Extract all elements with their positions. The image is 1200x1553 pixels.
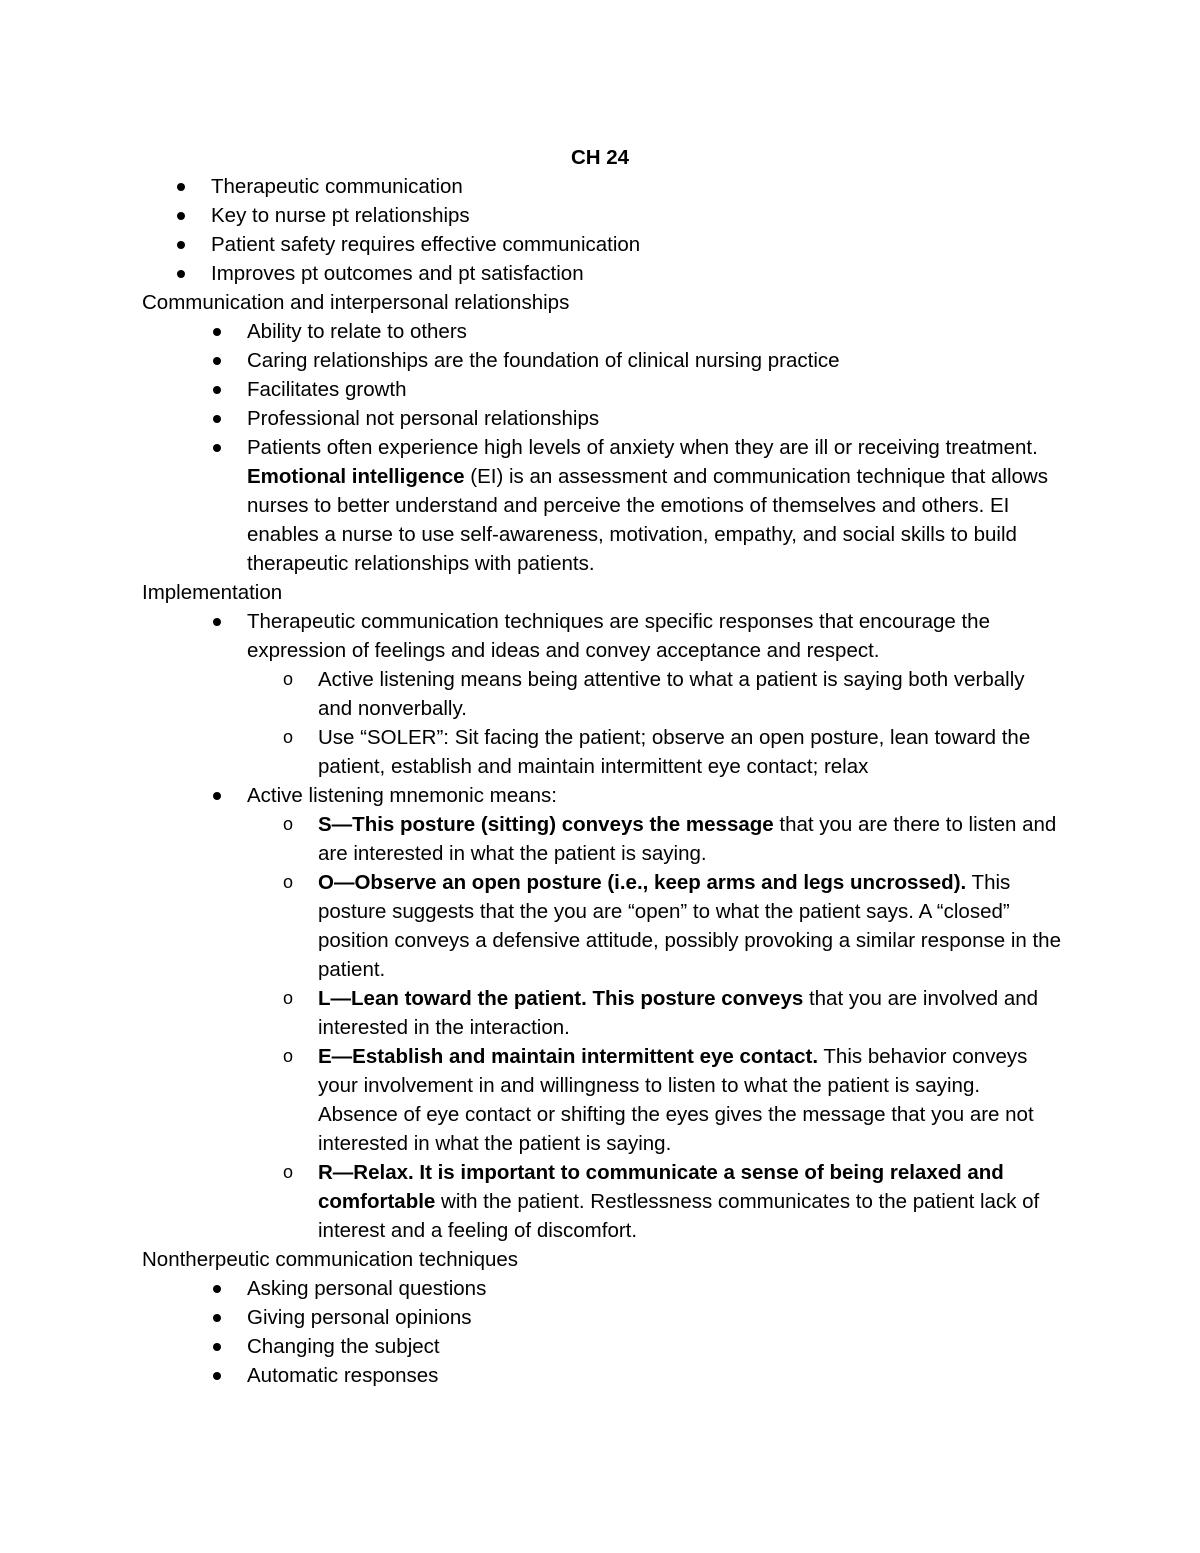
list-item: Patient safety requires effective communication — [211, 230, 1062, 259]
soler-e-rest: This behavior conveys your involvement in and willingness to listen to what the patient is saying. Absence of eye contact or shifting the eyes gives the message that you are not interested in what the patient is saying. — [318, 1045, 1034, 1155]
section-implementation-heading: Implementation — [142, 581, 283, 604]
soler-l-item — [318, 984, 1062, 1042]
list-item-mnemonic — [247, 781, 1062, 1245]
list-item: Changing the subject — [247, 1332, 1062, 1361]
mnemonic-text: Active listening mnemonic means: — [247, 784, 557, 807]
soler-r-bold: R—Relax. It is important to communicate a sense of being relaxed and comfortable — [318, 1161, 1004, 1213]
list-item: Improves pt outcomes and pt satisfaction — [211, 259, 1062, 288]
implementation-list — [142, 607, 1062, 1245]
list-item: Facilitates growth — [247, 375, 1062, 404]
soler-e-bold: E—Establish and maintain intermittent eye contact. — [318, 1045, 819, 1068]
list-item: Caring relationships are the foundation of clinical nursing practice — [247, 346, 1062, 375]
sub-list-item: o Use “SOLER”: Sit facing the patient; observe an open posture, lean toward the patient, establish and maintain intermittent eye contact; relax — [318, 723, 1062, 781]
section-communication-heading: Communication and interpersonal relationships — [142, 291, 570, 314]
soler-r-rest: with the patient. Restlessness communicates to the patient lack of interest and a feeling of discomfort. — [318, 1190, 1040, 1242]
list-item-techniques — [247, 607, 1062, 781]
soler-s-rest: that you are there to listen and are interested in what the patient is saying. — [318, 813, 1057, 865]
list-item-emotional-intelligence — [247, 433, 1062, 578]
soler-s-bold: S—This posture (sitting) conveys the message — [318, 813, 774, 836]
ei-term: Emotional intelligence — [247, 465, 465, 488]
communication-list — [142, 317, 1062, 578]
soler-e-item — [318, 1042, 1062, 1158]
soler-o-item — [318, 868, 1062, 984]
soler-o-rest: This posture suggests that the you are “open” to what the patient says. A “closed” position conveys a defensive attitude, possibly provoking a similar response in the patient. — [318, 871, 1061, 981]
list-item: Ability to relate to others — [247, 317, 1062, 346]
document-body — [142, 172, 1062, 1390]
list-item: Professional not personal relationships — [247, 404, 1062, 433]
section-nontherapeutic-heading: Nontherpeutic communication techniques — [142, 1248, 519, 1271]
techniques-text: Therapeutic communication techniques are specific responses that encourage the expression of feelings and ideas and convey acceptance and respect. — [247, 610, 990, 662]
mnemonic-sublist — [247, 810, 1062, 1245]
list-item: Automatic responses — [247, 1361, 1062, 1390]
soler-o-bold: O—Observe an open posture (i.e., keep arms and legs uncrossed). — [318, 871, 967, 894]
list-item: Asking personal questions — [247, 1274, 1062, 1303]
nontherapeutic-list — [142, 1274, 1062, 1390]
soler-l-rest: that you are involved and interested in the interaction. — [318, 987, 1039, 1039]
intro-list — [142, 172, 1062, 288]
list-item: Therapeutic communication — [211, 172, 1062, 201]
list-item: Giving personal opinions — [247, 1303, 1062, 1332]
sub-list-item: o Active listening means being attentive to what a patient is saying both verbally and nonverbally. — [318, 665, 1062, 723]
ei-text-post: (EI) is an assessment and communication technique that allows nurses to better understand and perceive the emotions of themselves and others. EI enables a nurse to use self-awareness, motivation, empathy, and social skills to build therapeutic relationships with patients. — [247, 465, 1048, 575]
techniques-sublist — [247, 665, 1062, 781]
soler-s-item — [318, 810, 1062, 868]
page-title: CH 24 — [570, 146, 630, 169]
soler-l-bold: L—Lean toward the patient. This posture conveys — [318, 987, 804, 1010]
soler-r-item — [318, 1158, 1062, 1245]
list-item: Key to nurse pt relationships — [211, 201, 1062, 230]
ei-text-pre: Patients often experience high levels of anxiety when they are ill or receiving treatment. — [247, 436, 1038, 459]
